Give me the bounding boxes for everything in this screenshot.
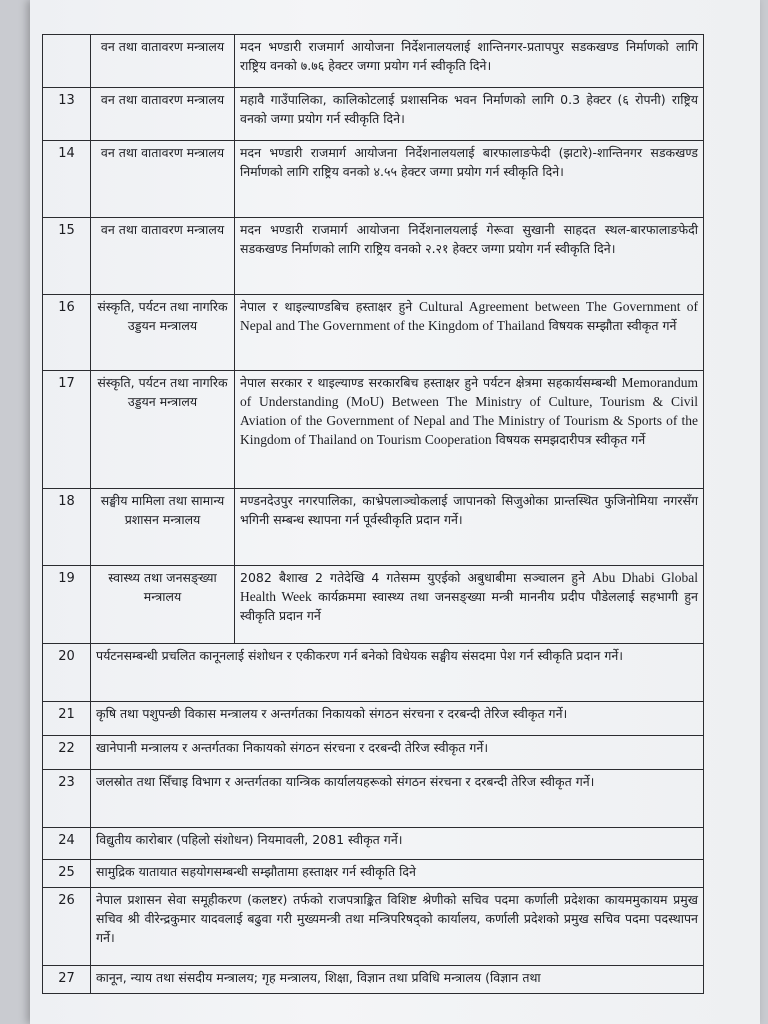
decision-text: नेपाल सरकार र थाइल्याण्ड सरकारबिच हस्ताक्षर हुने पर्यटन क्षेत्रमा सहकार्यसम्बन्धी — [240, 375, 622, 390]
table-row — [43, 141, 704, 218]
row-number: 22 — [43, 736, 91, 770]
decision-cell — [235, 295, 704, 371]
row-number: 20 — [43, 644, 91, 702]
decision-text: 2082 बैशाख 2 गतेदेखि 4 गतेसम्म युएईको अबुधाबीमा सञ्चालन हुने — [240, 570, 593, 585]
row-number: 26 — [43, 888, 91, 966]
decision-cell: मदन भण्डारी राजमार्ग आयोजना निर्देशनालयलाई गेरूवा सुखानी साहदत स्थल-बारफालाङफेदी सडकखण्ड निर्माणको लागि राष्ट्रिय वनको २.२१ हेक्टर जग्गा प्रयोग गर्न स्वीकृति दिने। — [235, 218, 704, 295]
decision-cell: सामुद्रिक यातायात सहयोगसम्बन्धी सम्झौतामा हस्ताक्षर गर्न स्वीकृति दिने — [91, 860, 704, 888]
table-row — [43, 966, 704, 994]
row-number — [43, 35, 91, 88]
decision-cell — [235, 566, 704, 644]
table-row — [43, 770, 704, 828]
decision-cell: नेपाल प्रशासन सेवा समूहीकरण (कलष्टर) तर्फको राजपत्राङ्कित विशिष्ट श्रेणीको सचिव पदमा कर्णाली प्रदेशका कायममुकायम प्रमुख सचिव श्री वीरेन्द्रकुमार यादवलाई बढुवा गरी मुख्यमन्त्री तथा मन्त्रिपरिषद्को कार्यालय, कर्णाली प्रदेशको प्रमुख सचिव पदमा पदस्थापन गर्ने। — [91, 888, 704, 966]
table-row — [43, 371, 704, 489]
agreement-title: Cultural Agreement between The Government of Nepal and The Government of the Kingdom of Thailand — [240, 299, 699, 333]
row-number: 21 — [43, 702, 91, 736]
table-row — [43, 489, 704, 566]
ministry-cell: स्वास्थ्य तथा जनसङ्ख्या मन्त्रालय — [91, 566, 235, 644]
row-number: 25 — [43, 860, 91, 888]
mou-title: Memorandum of Understanding (MoU) Between The Ministry of Culture, Tourism & Civil Aviation of the Government of Nepal and The Ministry of Tourism & Sports of the Kingdom of Thailand on Tourism Cooperation — [240, 375, 698, 447]
row-number: 18 — [43, 489, 91, 566]
table-row — [43, 35, 704, 88]
decision-cell: खानेपानी मन्त्रालय र अन्तर्गतका निकायको संगठन संरचना र दरबन्दी तेरिज स्वीकृत गर्ने। — [91, 736, 704, 770]
decision-table — [42, 34, 704, 994]
decision-cell: जलस्रोत तथा सिँचाइ विभाग र अन्तर्गतका यान्त्रिक कार्यालयहरूको संगठन संरचना र दरबन्दी तेरिज स्वीकृत गर्ने। — [91, 770, 704, 828]
table-row — [43, 295, 704, 371]
table-row — [43, 736, 704, 770]
row-number: 15 — [43, 218, 91, 295]
table-row — [43, 566, 704, 644]
row-number: 17 — [43, 371, 91, 489]
ministry-cell: वन तथा वातावरण मन्त्रालय — [91, 88, 235, 141]
row-number: 13 — [43, 88, 91, 141]
decision-text: कार्यक्रममा स्वास्थ्य तथा जनसङ्ख्या मन्त्री माननीय प्रदीप पौडेललाई सहभागी हुन स्वीकृति प्रदान गर्ने — [240, 589, 698, 623]
decision-cell: मदन भण्डारी राजमार्ग आयोजना निर्देशनालयलाई बारफालाङफेदी (झटारे)-शान्तिनगर सडकखण्ड निर्माणको लागि राष्ट्रिय वनको ४.५५ हेक्टर जग्गा प्रयोग गर्न स्वीकृति दिने। — [235, 141, 704, 218]
ministry-cell: सङ्घीय मामिला तथा सामान्य प्रशासन मन्त्रालय — [91, 489, 235, 566]
table-row — [43, 644, 704, 702]
table-row — [43, 828, 704, 860]
row-number: 19 — [43, 566, 91, 644]
table-row — [43, 88, 704, 141]
row-number: 14 — [43, 141, 91, 218]
row-number: 23 — [43, 770, 91, 828]
decision-cell: कृषि तथा पशुपन्छी विकास मन्त्रालय र अन्तर्गतका निकायको संगठन संरचना र दरबन्दी तेरिज स्वीकृत गर्ने। — [91, 702, 704, 736]
decision-text: विषयक सम्झौता स्वीकृत गर्ने — [544, 318, 677, 333]
decision-cell: मदन भण्डारी राजमार्ग आयोजना निर्देशनालयलाई शान्तिनगर-प्रतापपुर सडकखण्ड निर्माणको लागि राष्ट्रिय वनको ७.७६ हेक्टर जग्गा प्रयोग गर्न स्वीकृति दिने। — [235, 35, 704, 88]
decision-cell: महावै गाउँपालिका, कालिकोटलाई प्रशासनिक भवन निर्माणको लागि 0.3 हेक्टर (६ रोपनी) राष्ट्रिय वनको जग्गा प्रयोग गर्न स्वीकृति दिने। — [235, 88, 704, 141]
table-row — [43, 702, 704, 736]
decision-cell — [235, 371, 704, 489]
row-number: 16 — [43, 295, 91, 371]
table-row — [43, 888, 704, 966]
decision-text: विषयक समझदारीपत्र स्वीकृत गर्ने — [491, 432, 646, 447]
row-number: 27 — [43, 966, 91, 994]
decision-cell: पर्यटनसम्बन्धी प्रचलित कानूनलाई संशोधन र एकीकरण गर्न बनेको विधेयक सङ्घीय संसदमा पेश गर्न स्वीकृति प्रदान गर्ने। — [91, 644, 704, 702]
event-title: Abu Dhabi Global Health Week — [240, 570, 698, 604]
ministry-cell: वन तथा वातावरण मन्त्रालय — [91, 218, 235, 295]
decision-cell: विद्युतीय कारोबार (पहिलो संशोधन) नियमावली, 2081 स्वीकृत गर्ने। — [91, 828, 704, 860]
table-row — [43, 860, 704, 888]
ministry-cell: वन तथा वातावरण मन्त्रालय — [91, 141, 235, 218]
row-number: 24 — [43, 828, 91, 860]
decision-cell: मण्डनदेउपुर नगरपालिका, काभ्रेपलाञ्चोकलाई जापानको सिजुओका प्रान्तस्थित फुजिनोमिया नगरसँग भगिनी सम्बन्ध स्थापना गर्न पूर्वस्वीकृति प्रदान गर्ने। — [235, 489, 704, 566]
ministry-cell: वन तथा वातावरण मन्त्रालय — [91, 35, 235, 88]
decision-text: नेपाल र थाइल्याण्डबिच हस्ताक्षर हुने — [240, 299, 419, 314]
decision-cell: कानून, न्याय तथा संसदीय मन्त्रालय; गृह मन्त्रालय, शिक्षा, विज्ञान तथा प्रविधि मन्त्रालय (विज्ञान तथा — [91, 966, 704, 994]
table-row — [43, 218, 704, 295]
ministry-cell: संस्कृति, पर्यटन तथा नागरिक उड्डयन मन्त्रालय — [91, 295, 235, 371]
ministry-cell: संस्कृति, पर्यटन तथा नागरिक उड्डयन मन्त्रालय — [91, 371, 235, 489]
